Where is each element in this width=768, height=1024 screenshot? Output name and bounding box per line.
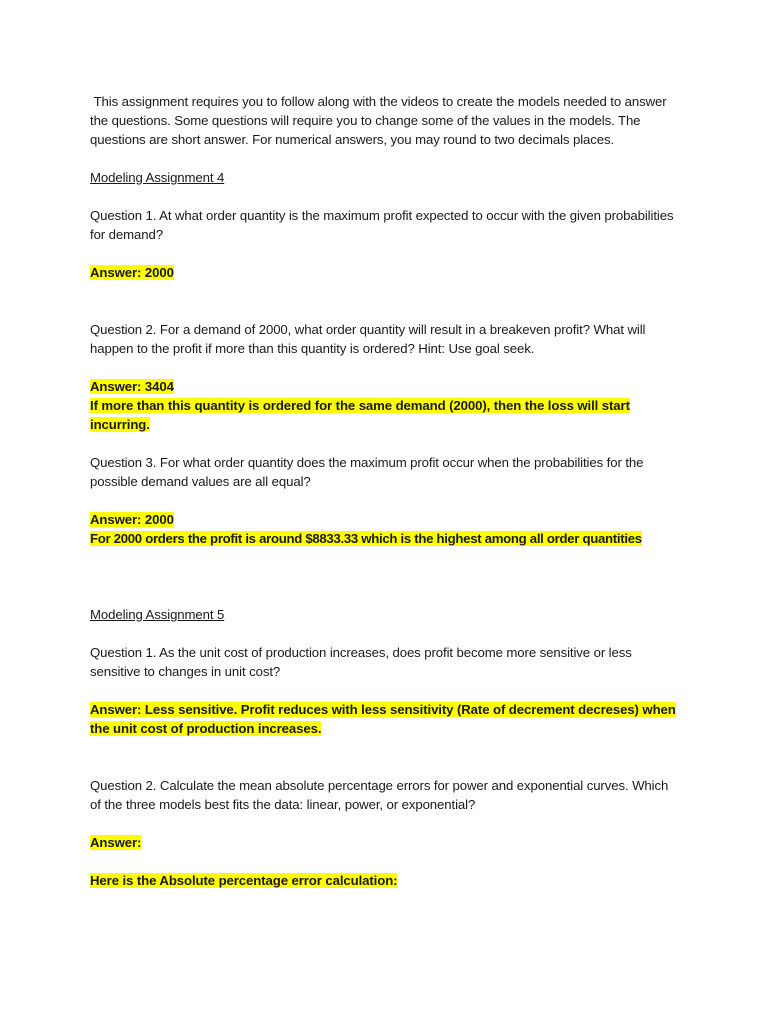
a4-question-3: Question 3. For what order quantity does the maximum profit occur when the probabilities for the possible demand values are all equal? xyxy=(90,455,644,489)
a5-answer-1-text: Answer: Less sensitive. Profit reduces with less sensitivity (Rate of decrement decreses) when the unit cost of production increases. xyxy=(90,702,676,736)
a5-answer-2-text: Answer: xyxy=(90,835,142,850)
a4-answer-3-detail xyxy=(90,529,680,548)
a4-answer-1 xyxy=(90,263,680,282)
a5-answer-2-detail-text: Here is the Absolute percentage error calculation: xyxy=(90,873,398,888)
a4-answer-3-detail-text: For 2000 orders the profit is around $8833.33 which is the highest among all order quantities xyxy=(90,531,642,546)
a5-answer-2 xyxy=(90,833,680,852)
a4-answer-2-detail-text: If more than this quantity is ordered for the same demand (2000), then the loss will start incurring. xyxy=(90,398,630,432)
a4-answer-1-text: Answer: 2000 xyxy=(90,265,174,280)
a4-answer-2-detail xyxy=(90,396,680,434)
a5-answer-1 xyxy=(90,700,680,738)
a4-question-2: Question 2. For a demand of 2000, what order quantity will result in a breakeven profit? What will happen to the profit if more than this quantity is ordered? Hint: Use goal seek. xyxy=(90,322,646,356)
a4-answer-2-text: Answer: 3404 xyxy=(90,379,174,394)
a4-answer-3 xyxy=(90,510,680,529)
a4-answer-3-text: Answer: 2000 xyxy=(90,512,174,527)
a5-answer-2-detail xyxy=(90,871,680,890)
a5-question-2: Question 2. Calculate the mean absolute percentage errors for power and exponential curves. Which of the three models best fits the data: linear, power, or exponential? xyxy=(90,778,669,812)
a4-question-1: Question 1. At what order quantity is the maximum profit expected to occur with the given probabilities for demand? xyxy=(90,208,674,242)
intro-paragraph: This assignment requires you to follow along with the videos to create the models needed to answer the questions. Some questions will require you to change some of the values in the models. The questions are short answer. For numerical answers, you may round to two decimals places. xyxy=(90,94,671,147)
document-page xyxy=(90,92,680,890)
a4-answer-2 xyxy=(90,377,680,396)
assignment-5-title: Modeling Assignment 5 xyxy=(90,607,225,622)
assignment-4-title: Modeling Assignment 4 xyxy=(90,170,225,185)
a5-question-1: Question 1. As the unit cost of production increases, does profit become more sensitive or less sensitive to changes in unit cost? xyxy=(90,645,632,679)
